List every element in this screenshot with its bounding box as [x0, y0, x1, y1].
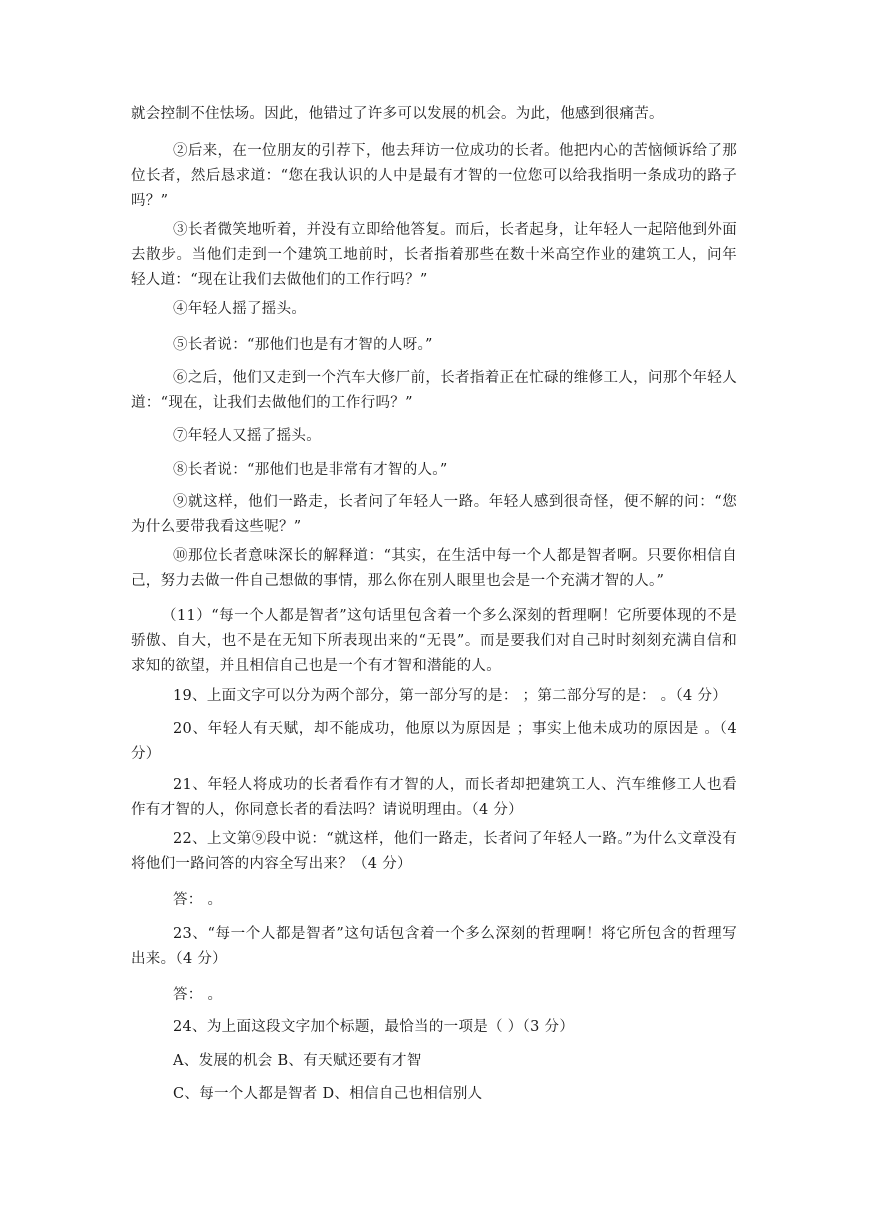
question-20: 20、年轻人有天赋，却不能成功，他原以为原因是 ；事实上他未成功的原因是 。（4 分）	[131, 721, 737, 762]
paragraph-7: ⑦年轻人又摇了摇头。	[173, 428, 321, 444]
paragraph-4: ④年轻人摇了摇头。	[173, 301, 307, 317]
paragraph-2: ②后来，在一位朋友的引荐下，他去拜访一位成功的长者。他把内心的苦恼倾诉给了那位长者，然后恳求道：“您在我认识的人中是最有才智的一位您可以给我指明一条成功的路子吗？”	[131, 143, 737, 209]
question-19: 19、上面文字可以分为两个部分，第一部分写的是： ；第二部分写的是： 。（4 分）	[173, 688, 728, 704]
question-23: 23、“每一个人都是智者”这句话包含着一个多么深刻的哲理啊！将它所包含的哲理写出来。（4 分）	[131, 926, 737, 967]
question-21: 21、年轻人将成功的长者看作有才智的人，而长者却把建筑工人、汽车维修工人也看作有才智的人，你同意长者的看法吗？请说明理由。（4 分）	[131, 777, 737, 818]
answer-22: 答： 。	[173, 892, 223, 908]
paragraph-11: （11）“每一个人都是智者”这句话里包含着一个多么深刻的哲理啊！它所要体现的不是骄傲、自大，也不是在无知下所表现出来的“无畏”。而是要我们对自己时时刻刻充满自信和求知的欲望，并且相信自己也是一个有才智和潜能的人。	[131, 608, 737, 674]
answer-23: 答： 。	[173, 987, 223, 1003]
paragraph-6: ⑥之后，他们又走到一个汽车大修厂前，长者指着正在忙碌的维修工人，问那个年轻人道：“现在，让我们去做他们的工作行吗？”	[131, 370, 737, 411]
options-ab: A、发展的机会 B、有天赋还要有才智	[173, 1053, 422, 1069]
paragraph-5: ⑤长者说：“那他们也是有才智的人呀。”	[173, 337, 433, 353]
paragraph-3: ③长者微笑地听着，并没有立即给他答复。而后，长者起身，让年轻人一起陪他到外面去散步。当他们走到一个建筑工地前时，长者指着那些在数十米高空作业的建筑工人，问年轻人道：“现在让我们去做他们的工作行吗？”	[131, 222, 737, 288]
paragraph-10: ⑩那位长者意味深长的解释道：“其实，在生活中每一个人都是智者啊。只要你相信自己，努力去做一件自己想做的事情，那么你在别人眼里也会是一个充满才智的人。”	[131, 548, 737, 589]
paragraph-8: ⑧长者说：“那他们也是非常有才智的人。”	[173, 462, 448, 478]
paragraph-intro-end: 就会控制不住怯场。因此，他错过了许多可以发展的机会。为此，他感到很痛苦。	[131, 106, 664, 122]
question-22: 22、上文第⑨段中说：“就这样，他们一路走，长者问了年轻人一路。”为什么文章没有将他们一路问答的内容全写出来？（4 分）	[131, 831, 737, 872]
options-cd: C、每一个人都是智者 D、相信自己也相信别人	[173, 1086, 483, 1102]
paragraph-9: ⑨就这样，他们一路走，长者问了年轻人一路。年轻人感到很奇怪，便不解的问：“您为什么要带我看这些呢？”	[131, 494, 737, 535]
question-24: 24、为上面这段文字加个标题，最恰当的一项是（ ）（3 分）	[173, 1019, 575, 1035]
